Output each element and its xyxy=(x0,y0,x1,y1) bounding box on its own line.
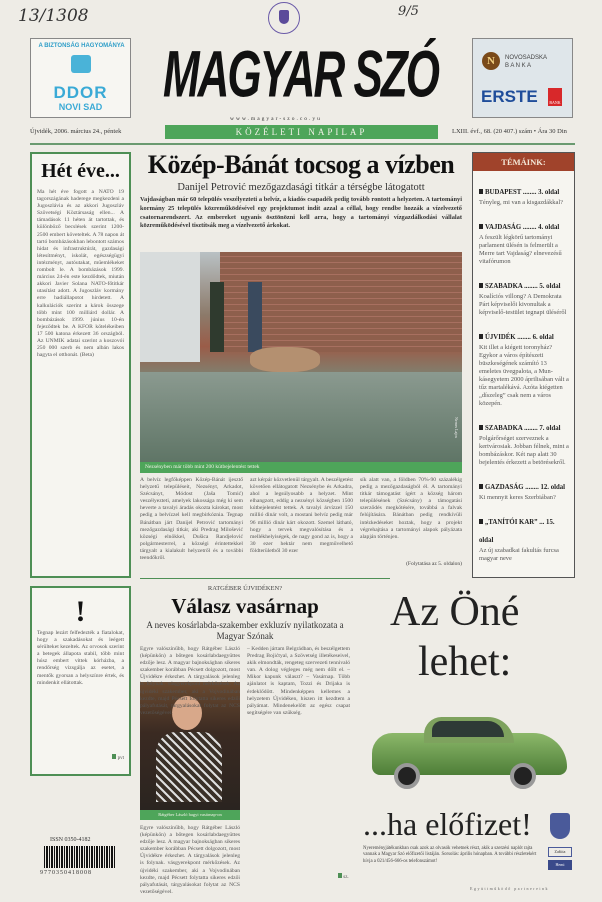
second-column-1-bottom: Egyre valószínűbb, hogy Rátgéber László (képünkön) a bőtegen kosárlabdaegyüttes edzője lesz. A magyar bajnokságban sikeres szakember korábban Pécsett dolgozott, most Újvidékre érkezhet. A tárgyalások jelenleg is folynak. vásgyerekpont mérkőzések. Az újvidéki szakember, aki a Vojvodinában kezdte, majd Pécsett folytatta sikeres edzői pályafutását, tárgyalásokat folytat az NCS vezetőségével. xyxy=(140,825,240,895)
main-headline: Közép-Bánát tocsog a vízben xyxy=(147,150,455,179)
continued-note: (Folytatása az 5. oldalon) xyxy=(406,561,462,567)
erste-logo-text: ERSTE xyxy=(481,87,538,106)
logo-name: DDOR xyxy=(53,83,108,102)
topic-item[interactable] xyxy=(479,326,569,408)
wheel xyxy=(394,763,420,789)
topic-item[interactable] xyxy=(479,511,569,563)
masthead: MAGYAR SZÓ xyxy=(163,38,438,112)
topic-section: GAZDASÁG ........ 12. oldal xyxy=(485,484,566,491)
bullet-icon xyxy=(479,224,483,229)
box-title: Hét éve... xyxy=(41,160,120,182)
alert-text: Tegnap lezárt felfedezték a fiatalokat, hogy a szakadásokat és leégett sérülteket kezeltek. Az orvosok szerint a betegek állapota stabil, több mint húsz embert vittek kórházba, a rendőrség vizsgálja az esetet, a mentők gyorsan a helyszínre értek, és mindenkit ellátottak. xyxy=(37,630,124,686)
sponsor-badge: Hemi xyxy=(548,860,572,870)
topic-text: Polgárőrséget szerveznek a kertvárosiak. Jobban félnek, mint a bombázáskor. Két nap alatt 30 bejelentés érkezett a betörésekről. xyxy=(479,435,569,466)
box-text: Ma hét éve fogott a NATO 19 tagországának haderege megkezdeni a Jugoszlávia és az akkori Jugoszláv Szövetségi Köztársaság ellen... A támadások 11 héten át tartottak, és különböző becslések szerint 1200-2500 embert követeltek. A 78 napon át tartó bombázásokban lebontott számos hidat és infrastruktúrát, gazdasági létesítményt, iskolát, egészségügyi intézményt, autóutakat, műemlékeket rombolt le. A bombázások 1999. március 24-én este kezdődtek, miután akkori Javier Solana NATO-főtitkár utasítást adott. A Jugoszláv kormány erre hadiállapotot hirdetett. A kalkulációk szerint a károk összege több mint 100 milliárd dollár. A bombázások 1999. június 10-én fejeződtek be. A KFOR kötelékeiben 17 500 katona érkezett 36 országból. Az UNMIK adatai szerint a koszovói 250 000 szerb és nem albán lakos hagyta el otthonát. (Beta) xyxy=(37,189,124,359)
photo-credit: Nemes Lajos xyxy=(454,417,459,438)
topic-item[interactable] xyxy=(479,417,569,467)
topic-section: BUDAPEST ........ 3. oldal xyxy=(485,189,560,196)
topic-text: A feszült légkörű tartományi parlament ülésén is felmerült a Merre tart Vajdaság? elnevezésű vitafórumon xyxy=(479,234,562,265)
tagline-bar: KÖZÉLETI NAPILAP xyxy=(165,125,438,139)
second-column-1-top: Egyre valószínűbb, hogy Rátgéber László (képünkön) a bőtegen kosárlabdaegyüttes edzője lesz. A magyar bajnokságban sikeres szakember korábban Pécsett dolgozott, most Újvidékre érkezhet. A tárgyalások jelenleg is folynak. vásgyerekpont mérkőzések. Az újvidéki szakember, aki a Vojvodinában kezdte, majd Pécsett folytatta sikeres edzői pályafutását, tárgyalásokat folytat az NCS vezetőségével. xyxy=(140,646,240,716)
flood-water xyxy=(140,372,462,462)
coat-of-arms-icon xyxy=(279,10,289,24)
topic-text: Tényleg, mi van a kisgazdákkal? xyxy=(479,199,563,206)
handwritten-annotation: 9/5 xyxy=(398,4,419,19)
erste-s-icon: BANK xyxy=(548,88,562,106)
person xyxy=(210,282,224,352)
library-stamp xyxy=(268,2,300,34)
ad-sponsor-line: Együttműködő partnereink xyxy=(470,886,549,891)
ad-tagline: ...ha előfizet! xyxy=(363,806,532,842)
anniversary-box xyxy=(30,152,131,578)
exclamation-icon: ! xyxy=(75,595,86,628)
logo-city: NOVI SAD xyxy=(58,102,103,112)
ad-fine-print: Nyereményjátékunkban csak azok az olvasók vehetnek részt, akik a szerzési naplót rajta vannak a Magyar Szó előfizetői listáján. Sorsolás: április hónapban. A további részletekért hívja a 021/456-666-os telefonszámot! xyxy=(363,846,537,864)
alert-source: pvt xyxy=(117,756,124,761)
house xyxy=(140,252,200,362)
second-headline: Válasz vasárnap xyxy=(171,594,319,618)
topic-item[interactable] xyxy=(479,216,569,266)
main-subhead: Danijel Petrović mezőgazdasági titkár a térségbe látogatott xyxy=(177,182,425,193)
barcode-number: 9770350418008 xyxy=(40,870,92,876)
second-column-2: – Kedden jártam Belgrádban, és beszélgettem Predrag Bojićtyal, a Szövetség illetékeseivel, akik elmondták, rengeteg szervezeti tennivaló van. A dolog végleges még nem dőlt el. – Mikor kapunk választ? – Vasárnap. Több ajánlatot is kaptam, Tozzi és Drijaka is érdeklődött. Mindenképpen kellemes a helyzetem Újvidéken, hiszen itt kezdtem a pályámat. Mindenekelőtt az egész csapat segítségére van szükség. xyxy=(247,646,350,716)
section-rule xyxy=(140,578,390,579)
bank1-name: NOVOSADSKA xyxy=(505,55,548,61)
topic-item[interactable] xyxy=(479,476,569,502)
novosadska-banka-icon: N xyxy=(482,52,500,70)
bullet-icon xyxy=(479,484,483,489)
topic-item[interactable] xyxy=(479,275,569,317)
sidebar-title: TÉMÁINK: xyxy=(473,153,574,171)
topic-item[interactable] xyxy=(479,181,569,207)
topic-section: SZABADKA ........ 5. oldal xyxy=(485,283,561,290)
bullet-icon xyxy=(479,425,483,430)
issn-label: ISSN 0350-4182 xyxy=(50,837,91,843)
flood-photo xyxy=(140,252,462,462)
topic-section: ÚJVIDÉK ........ 6. oldal xyxy=(485,334,554,341)
topic-text: Kit illet a kiégett toronyház? Egykor a város építészeti büszkeségének számító 13 emeletes üvegpalota, a Munkásegyetem 2000 áprilisában vált a tűz martalékává. Azóta kiégetten „díszeleg” csak nem a város közepén. xyxy=(479,344,569,407)
topic-section: VAJDASÁG ........ 4. oldal xyxy=(485,224,560,231)
coach-photo-caption: Rátgéber László hagyi vasárnap-on xyxy=(140,810,240,820)
topic-section: „TANÍTÓI KAR” ... 15. oldal xyxy=(479,519,555,544)
bullet-icon xyxy=(479,283,483,288)
website-url: www.magyar-szo.co.yu xyxy=(230,116,322,122)
ad-headline-2: lehet: xyxy=(418,639,512,685)
sponsor-badge: Zaštita xyxy=(548,847,572,857)
issue-date: Újvidék, 2006. március 24., péntek xyxy=(30,128,122,135)
bullet-icon xyxy=(479,189,483,194)
topics-sidebar xyxy=(472,152,575,578)
main-column-2: azt kérpár közvetlenül tárgyalt. A beszélgetést követően ellátogatott Nezsénybe és Arkadra, ahol a legsúlyosabb a helyzet. Mint elhangzott, eddig a nezsényi községben 1500 kútbejelentést tettek. A tavalyi árvízzel 150 millió dinár volt, a mostani belvíz pedig már 96 millió dinár kárt okozott. Szemel látható, hogy a tervek megvalósítása és a mellékhelyiségek, de nagy gond az is, hogy a 30 ezer hektár nem megművelhető földterületből 30 ezer xyxy=(250,477,353,554)
main-lead: Vajdaságban már 60 település veszélyezteti a belvíz, a kiadós csapadék pedig tovább rontott a helyzeten. A tartományi kormány 25 település közreműködésével egy projektumot indít azzal a céllal, hogy rendbe hozzák a vízelvezető csatornarendszert. Az embereket ugyanis ösztönözni kell arra, hogy a tartományi vízgazdálkodási vállalat közreműködésével tisztítsák meg a vízelvezető árkokat. xyxy=(140,196,462,230)
bank-logos xyxy=(472,38,573,118)
story-kicker: RATGÉBER ÚJVIDÉKEN? xyxy=(207,585,283,592)
topic-text: Az új szabadkai fakultás furcsa magyar neve xyxy=(479,547,559,562)
topic-text: Ki mennyit keres Szerbiában? xyxy=(479,494,556,501)
barcode xyxy=(44,846,116,868)
main-column-3: sík alatt van, a földben 70%-90 százalékig pedig a mezőgazdaságból él. A tartományi titkár támogatást ígért a község három településének (Szécsány) a támogatási szerződés megkötésére, továbbá a falvak felújítására. Bánátban pedig rendkívüli intézkedéseket hoztak, hogy a projekt végrehajtása a tartományi alapok pályázata alapján történjen. xyxy=(360,477,462,540)
topic-section: SZABADKA ........ 7. oldal xyxy=(485,425,561,432)
issue-number: LXIII. évf., 68. (20 407.) szám • Ára 30 Din xyxy=(452,128,567,135)
wheel xyxy=(510,763,536,789)
logo-arc-text: A BIZTONSÁG HAGYOMÁNYA xyxy=(38,43,125,49)
second-subhead: A neves kosárlabda-szakember exkluzív nyilatkozata a Magyar Szónak xyxy=(146,620,344,641)
ad-headline-1: Az Öné xyxy=(390,589,520,635)
alert-box xyxy=(30,586,131,776)
net xyxy=(156,732,222,802)
bank1-sub: B A N K A xyxy=(505,63,532,69)
photo-caption: Nezsényben már több mint 200 kútbejelentést tettek xyxy=(140,462,462,473)
bullet-icon xyxy=(479,334,483,339)
ddor-logo xyxy=(30,38,131,118)
ddor-emblem-icon xyxy=(71,55,91,73)
dog xyxy=(250,347,320,372)
topic-text: Koalíciós villong? A Demokrata Párt képviselői kivonultak a képviselő-testület tegnapi üléséről xyxy=(479,293,567,316)
car-image xyxy=(372,715,567,795)
header-rule xyxy=(30,143,575,145)
main-column-1: A belvíz legfőképpen Közép-Bánát ijesztő helyzetű településeit, Nezsényt, Arkadot, Szécsányt, Módost (Jaša Tomić) veszélyezteti, amelyek lakossága még ki sem heverte a tavalyi áradás okozta károkat, most pedig a belvízzel kell megbirkóznia. Tegnap Bánátban járt Danijel Petrović tartományi mezőgazdasági titkár, aki Predrag Milošević községi elnökkel, Dušica Randjelović polgármesterrel, a községi érintettekkel tárgyalt a kialakult helyzetről és a további teendőkről. xyxy=(140,477,243,562)
person xyxy=(248,282,262,352)
second-source: sz. xyxy=(338,873,349,881)
bullet-icon xyxy=(479,519,483,524)
shield-icon xyxy=(550,813,570,839)
handwritten-annotation: 13/1308 xyxy=(18,6,89,26)
